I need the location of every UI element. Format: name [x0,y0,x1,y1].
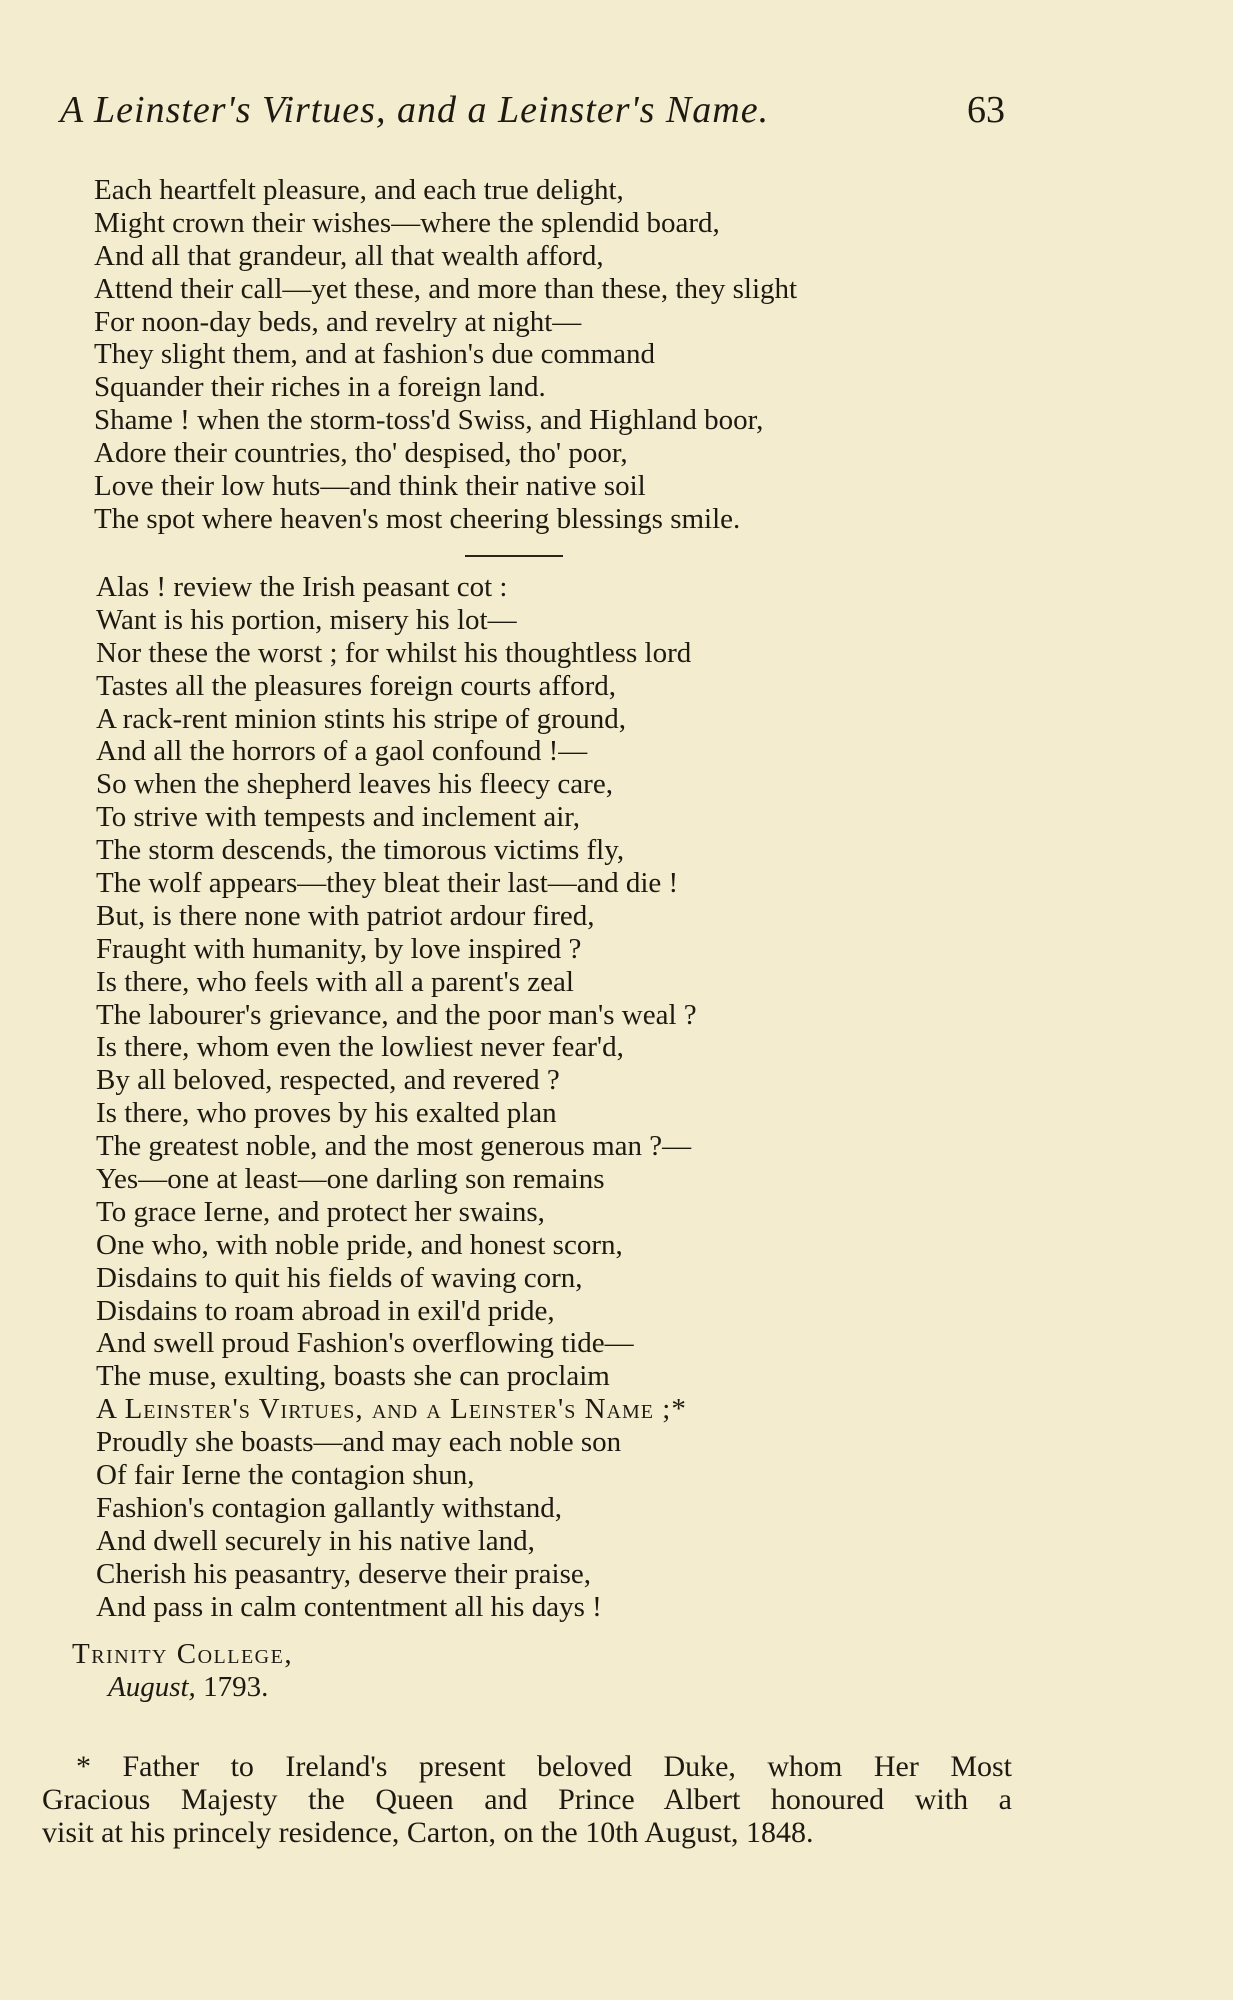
poem-line: And all the horrors of a gaol confound !— [96,735,588,768]
section-divider [465,555,563,557]
poem-line: Of fair Ierne the contagion shun, [96,1459,475,1492]
poem-line: By all beloved, respected, and revered ? [96,1064,560,1097]
footnote-line: Gracious Majesty the Queen and Prince Albert honoured with a [42,1783,1012,1816]
poem-line: Fraught with humanity, by love inspired ? [96,932,582,965]
poem-line: To strive with tempests and inclement air, [96,801,581,834]
poem-line: Squander their riches in a foreign land. [94,371,546,404]
poem-line: Cherish his peasantry, deserve their praise, [96,1557,591,1590]
signature-year: 1793. [203,1671,269,1703]
poem-line: And all that grandeur, all that wealth afford, [94,239,604,272]
poem-line: They slight them, and at fashion's due command [94,338,655,371]
poem-line: Fashion's contagion gallantly withstand, [96,1491,562,1524]
poem-line: Adore their countries, tho' despised, tho' poor, [94,437,628,470]
poem-line: Is there, who proves by his exalted plan [96,1097,557,1130]
poem-line: So when the shepherd leaves his fleecy care, [96,768,613,801]
poem-line: Is there, who feels with all a parent's zeal [96,965,574,998]
poem-line: Disdains to quit his fields of waving corn, [96,1261,583,1294]
footnote-line: visit at his princely residence, Carton, on the 10th August, 1848. [42,1816,814,1849]
poem-line: Proudly she boasts—and may each noble son [96,1426,622,1459]
signature-place: Trinity College, [72,1638,294,1670]
poem-line: Alas ! review the Irish peasant cot : [96,571,508,603]
poem-line: The labourer's grievance, and the poor man's weal ? [96,998,697,1031]
page-header [60,88,1005,138]
poem-line: One who, with noble pride, and honest scorn, [96,1228,623,1261]
poem-line: The greatest noble, and the most generous man ?— [96,1130,692,1163]
signature-date [72,1671,293,1704]
poem-line: Tastes all the pleasures foreign courts afford, [96,669,617,702]
signature-block [72,1638,293,1704]
poem-line: For noon-day beds, and revelry at night— [94,305,582,338]
poem-line: Each heartfelt pleasure, and each true delight, [94,174,624,206]
poem-line: Attend their call—yet these, and more than these, they slight [94,272,798,305]
poem-line: Shame ! when the storm-toss'd Swiss, and Highland boor, [94,404,764,437]
poem-line: But, is there none with patriot ardour fired, [96,899,595,932]
footnote-line: * Father to Ireland's present beloved Duke, whom Her Most [76,1750,1012,1783]
poem-line: A Leinster's Virtues, and a Leinster's Name ;* [96,1393,687,1426]
poem-line: Is there, whom even the lowliest never fear'd, [96,1031,624,1064]
poem-line: And dwell securely in his native land, [96,1524,535,1557]
poem-line: Nor these the worst ; for whilst his thoughtless lord [96,636,692,669]
poem-line: Love their low huts—and think their native soil [94,470,646,503]
poem-line: The spot where heaven's most cheering blessings smile. [94,502,741,535]
poem-line: And pass in calm contentment all his days ! [96,1590,602,1623]
signature-month: August, [108,1671,196,1703]
page-number: 63 [967,89,1005,131]
poem-stanza-2 [96,571,697,1624]
poem-line: Might crown their wishes—where the splendid board, [94,206,720,239]
poem-line: Want is his portion, misery his lot— [96,603,517,636]
poem-line: The wolf appears—they bleat their last—and die ! [96,867,679,900]
poem-line: A rack-rent minion stints his stripe of ground, [96,702,626,735]
poem-line: The muse, exulting, boasts she can proclaim [96,1360,610,1393]
poem-line: To grace Ierne, and protect her swains, [96,1195,545,1228]
poem-line: Disdains to roam abroad in exil'd pride, [96,1294,555,1327]
poem-stanza-1 [94,174,797,536]
running-title: A Leinster's Virtues, and a Leinster's Name. [60,89,770,131]
poem-line: Yes—one at least—one darling son remains [96,1163,605,1196]
poem-line: And swell proud Fashion's overflowing tide— [96,1327,634,1360]
poem-line: The storm descends, the timorous victims fly, [96,834,625,867]
footnote [42,1750,1012,1849]
